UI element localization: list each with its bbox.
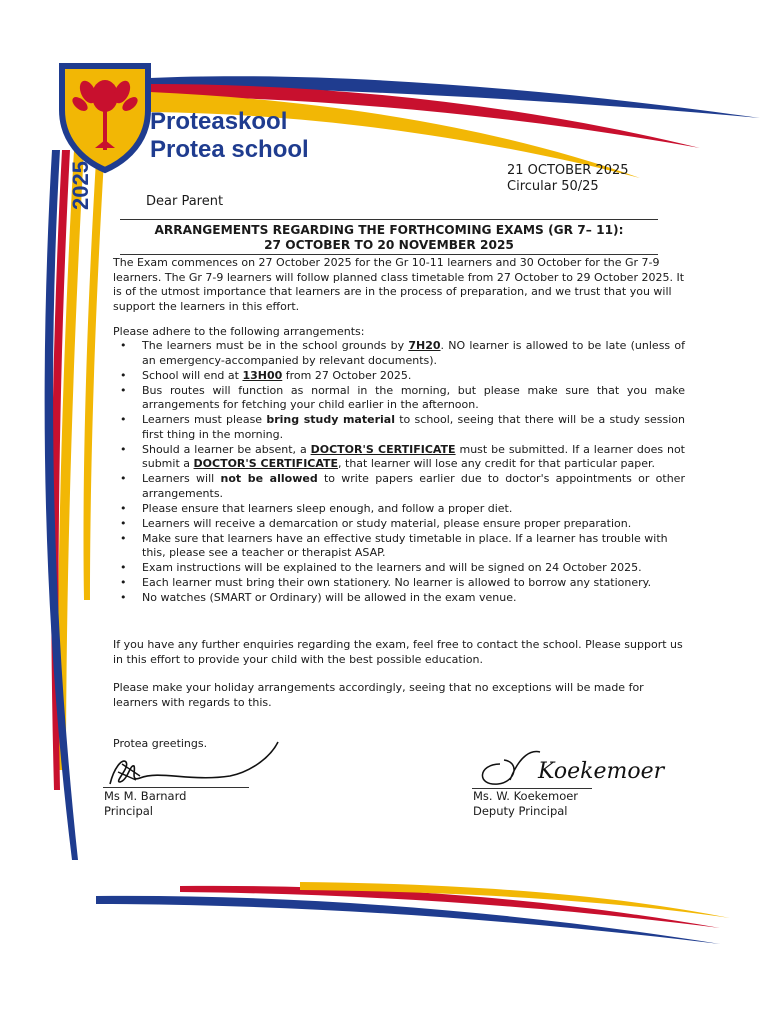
deputy-principal-signature <box>470 744 670 794</box>
school-name-english: Protea school <box>150 136 309 163</box>
enquiries-paragraph: If you have any further enquiries regarding the exam, feel free to contact the school. Please support us in this effort to provide your child with the best possible education. <box>113 638 683 666</box>
letter-date: 21 OCTOBER 2025 <box>507 163 629 178</box>
circular-number: Circular 50/25 <box>507 179 599 194</box>
deputy-principal-title: Deputy Principal <box>473 804 568 818</box>
deputy-principal-name: Ms. W. Koekemoer <box>473 789 579 803</box>
principal-signature <box>100 738 285 790</box>
heading-line-1: ARRANGEMENTS REGARDING THE FORTHCOMING EXAMS (GR 7– 11): <box>154 223 624 237</box>
principal-title: Principal <box>104 804 154 818</box>
school-name-afrikaans: Proteaskool <box>150 108 288 135</box>
signature-script: Koekemoer <box>538 759 665 784</box>
holiday-paragraph: Please make your holiday arrangements accordingly, seeing that no exceptions will be made for learners with regards to this. <box>113 681 644 709</box>
list-item: • Bus routes will function as normal in the morning, but please make sure that you make arrangements for fetching your child earlier in the afternoon. <box>113 384 685 413</box>
principal-name: Ms M. Barnard <box>104 789 187 803</box>
intro-paragraph: The Exam commences on 27 October 2025 for the Gr 10-11 learners and 30 October for the Gr 7-9 learners. The Gr 7-9 learners will follow planned class timetable from 27 October to 29 October 2025. It is of the utmost importance that learners are in the process of preparation, and we trust that you will support the learners in this effort. <box>113 256 685 313</box>
school-name <box>150 108 309 164</box>
list-item: • Each learner must bring their own stationery. No learner is allowed to borrow any stationery. <box>113 576 685 591</box>
list-intro: Please adhere to the following arrangements: <box>113 325 365 338</box>
list-item: • No watches (SMART or Ordinary) will be allowed in the exam venue. <box>113 591 685 606</box>
list-item: • Should a learner be absent, a DOCTOR'S CERTIFICATE must be submitted. If a learner does not submit a DOCTOR'S CERTIFICATE, that learner will lose any credit for that particular paper. <box>113 443 685 472</box>
bottom-gold-swoosh <box>300 882 730 918</box>
heading-line-2: 27 OCTOBER TO 20 NOVEMBER 2025 <box>264 238 514 252</box>
deputy-principal-block <box>473 789 578 819</box>
list-item: • Make sure that learners have an effective study timetable in place. If a learner has trouble with this, please see a teacher or therapist ASAP. <box>113 532 685 561</box>
list-item: • School will end at 13H00 from 27 October 2025. <box>113 369 685 384</box>
principal-signature-line <box>103 787 249 788</box>
arrangements-list <box>113 339 685 606</box>
salutation: Dear Parent <box>146 194 224 209</box>
year-badge: 2025 <box>68 161 93 210</box>
date-block <box>507 163 629 195</box>
list-item: • Please ensure that learners sleep enough, and follow a proper diet. <box>113 502 685 517</box>
greeting: Protea greetings. <box>113 737 208 750</box>
list-item: • Learners will receive a demarcation or study material, please ensure proper preparation. <box>113 517 685 532</box>
list-item: • Exam instructions will be explained to the learners and will be signed on 24 October 2025. <box>113 561 685 576</box>
left-gold-stripe-2 <box>84 160 105 600</box>
principal-block <box>104 789 186 819</box>
list-item: • Learners will not be allowed to write papers earlier due to doctor's appointments or other arrangements. <box>113 472 685 501</box>
list-item: • The learners must be in the school grounds by 7H20. NO learner is allowed to be late (unless of an emergency-accompanied by relevant documents). <box>113 339 685 368</box>
letter-heading <box>120 223 658 253</box>
list-item: • Learners must please bring study material to school, seeing that there will be a study session first thing in the morning. <box>113 413 685 442</box>
heading-rule-top <box>120 219 658 220</box>
heading-rule-bottom <box>120 254 658 255</box>
